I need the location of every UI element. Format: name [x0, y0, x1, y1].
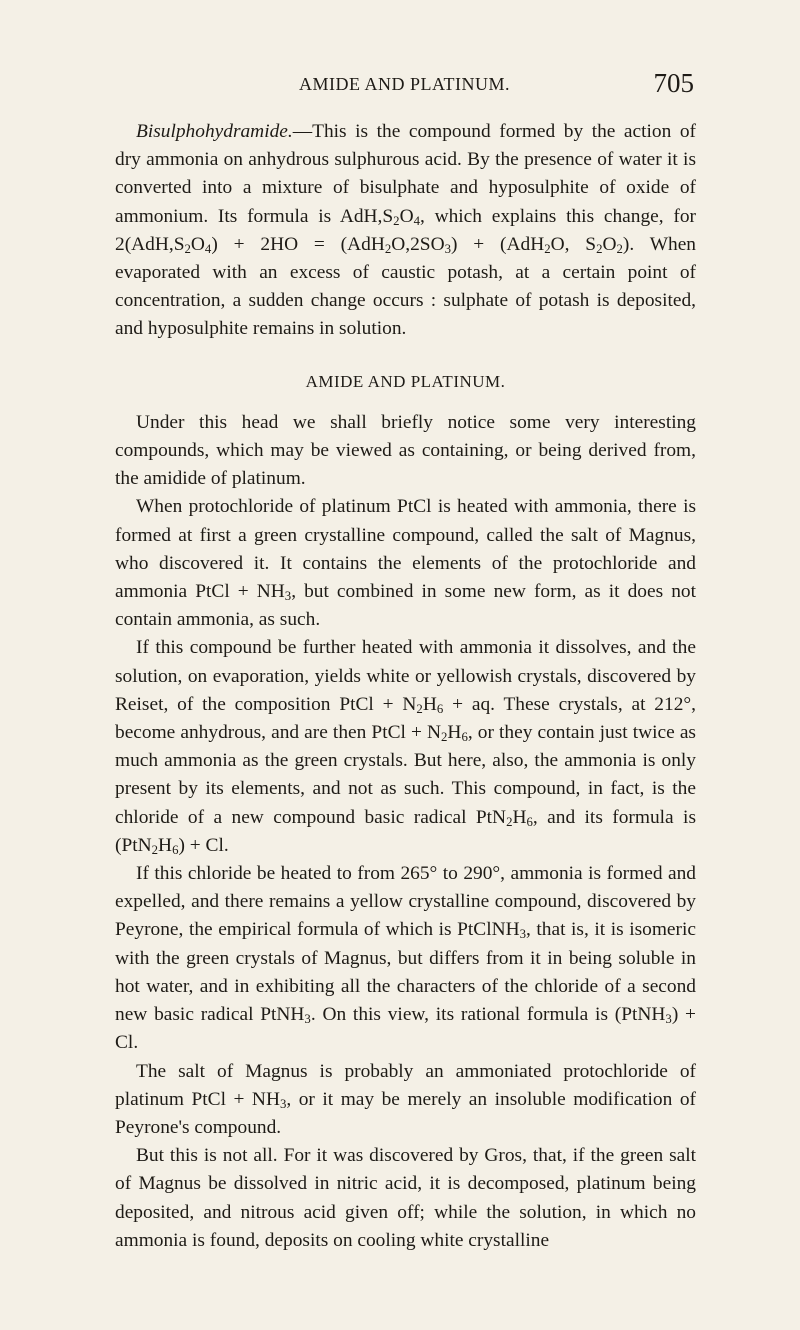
paragraph-intro: Under this head we shall briefly notice some very interesting compounds, which may be viewed as containing, or being derived from, the amidide of platinum.: [115, 411, 696, 490]
page-number: 705: [653, 68, 694, 98]
body-text: [115, 118, 696, 1255]
section-heading: AMIDE AND PLATINUM.: [305, 371, 506, 391]
paragraph-peyrone-compound: If this chloride be heated to from 265° to 290°, ammonia is formed and expelled, and there remains a yellow crystalline compound, discovered by Peyrone, the empirical formula of which is PtClNH$_3$, that is, it is isomeric with the green crystals of Magnus, but differs from it in being soluble in hot water, and in exhibiting all the characters of the chloride of a second new basic radical PtNH$_3$. On this view, its rational formula is (PtNH$_3$) + Cl.: [115, 863, 696, 1054]
entry-heading: Bisulphohydramide.: [136, 121, 293, 142]
paragraph-ammoniated-protochloride: The salt of Magnus is probably an ammoniated protochloride of platinum PtCl + $NH_3$, or it may be merely an insoluble modification of Peyrone's compound.: [115, 1060, 697, 1138]
paragraph-magnus-salt: When protochloride of platinum PtCl is heated with ammonia, there is formed at first a green crystalline compound, called the salt of Magnus, who discovered it. It contains the elements of the protochloride and ammonia PtCl + $NH_3$, but combined in some new form, as it does not contain ammonia, as such.: [115, 496, 696, 631]
page-header: [115, 70, 694, 110]
running-head: AMIDE AND PLATINUM.: [299, 74, 510, 94]
paragraph-gros-discovery: But this is not all. For it was discovered by Gros, that, if the green salt of Magnus be dissolved in nitric acid, it is decomposed, platinum being deposited, and nitrous acid given off; while the solution, in which no ammonia is found, deposits on cooling white crystalline: [115, 1145, 696, 1251]
paragraph-reiset-crystals: If this compound be further heated with ammonia it dissolves, and the solution, on evaporation, yields white or yellowish crystals, discovered by Reiset, of the composition PtCl + $N_2H_6$ + aq. These crystals, at 212°, become anhydrous, and are then PtCl + $N_2H_6$, or they contain just twice as much ammonia as the green crystals. But here, also, the ammonia is only present by its elements, and not as such. This compound, in fact, is the chloride of a new compound basic radical $PtN_2H_6$, and its formula is $(PtN_2H_6) + Cl$.: [115, 637, 696, 858]
paragraph-bisulphohydramide: Bisulphohydramide.—This is the compound formed by the action of dry ammonia on anhydrous sulphurous acid. By the presence of water it is converted into a mixture of bisulphate and hyposulphite of oxide of ammonium. Its formula is $AdH,S_2O_4$, which explains this change, for $2(AdH,S_2O_4) + 2HO = (AdH_2O,2SO_3) + (AdH_2O$, $S_2O_2$). When evaporated with an excess of caustic potash, at a certain point of concentration, a sudden change occurs : sulphate of potash is deposited, and hyposulphite remains in solution.: [115, 121, 697, 340]
